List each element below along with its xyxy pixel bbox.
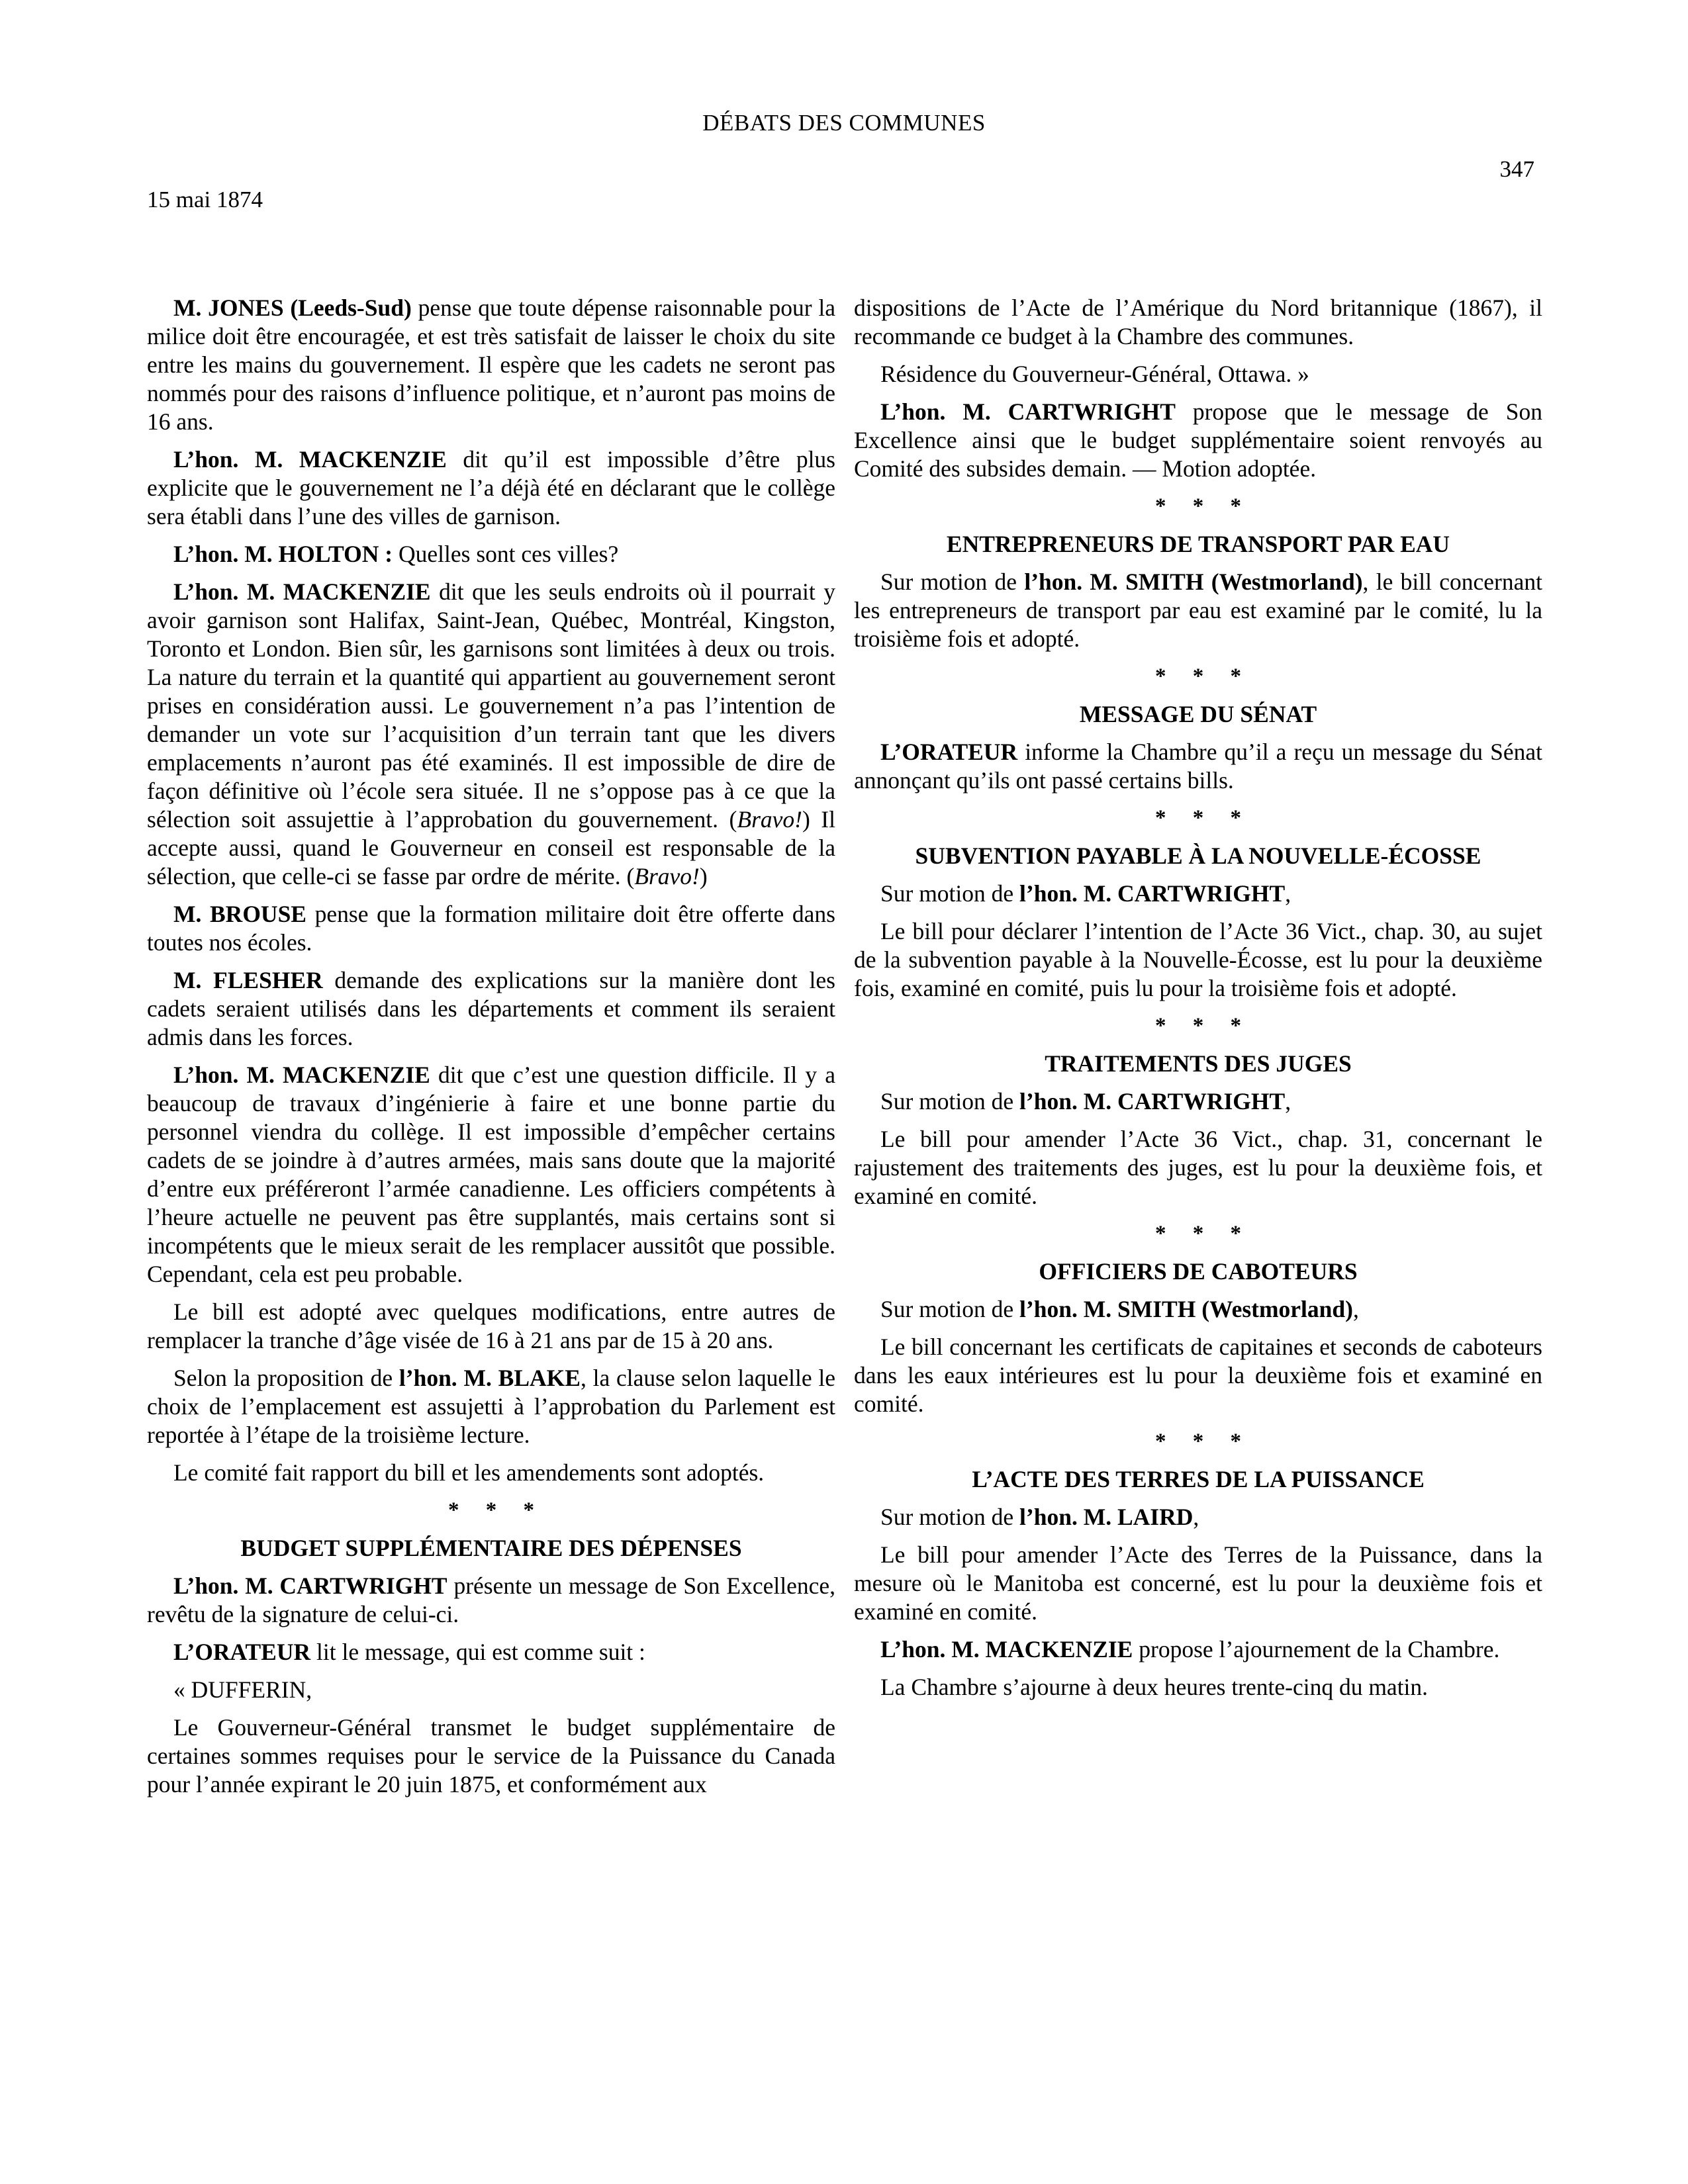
paragraph: « DUFFERIN,	[173, 1676, 312, 1703]
speaker-name: l’hon. M. CARTWRIGHT	[1019, 880, 1286, 907]
speaker-name: L’hon. M. HOLTON :	[173, 541, 393, 567]
paragraph-text: ,	[1193, 1504, 1199, 1530]
paragraph-text: Sur motion de	[880, 1088, 1020, 1115]
paragraph-text: pense que toute dépense raisonnable pour la milice doit être encouragée, et est très satisfait de laisser le choix du site entre les mains du gouvernement. Il espère que les cadets ne seront pas nommés pour des raisons d’influence politique, et n’auront pas moins de 16 ans.	[147, 295, 835, 435]
speaker-name: L’ORATEUR	[880, 739, 1018, 765]
section-heading: TRAITEMENTS DES JUGES	[1045, 1050, 1352, 1077]
speaker-name: M. BROUSE	[173, 901, 306, 927]
paragraph	[854, 1503, 1542, 1531]
section-separator: * * *	[1155, 664, 1252, 688]
speaker-name: l’hon. M. SMITH (Westmorland)	[1019, 1296, 1353, 1322]
section-heading: SUBVENTION PAYABLE À LA NOUVELLE-ÉCOSSE	[915, 842, 1481, 869]
paragraph: La Chambre s’ajourne à deux heures trente-cinq du matin.	[880, 1674, 1429, 1700]
paragraph: dispositions de l’Acte de l’Amérique du Nord britannique (1867), il recommande ce budget à la Chambre des communes.	[854, 295, 1542, 349]
paragraph	[147, 1364, 835, 1449]
speaker-name: l’hon. M. CARTWRIGHT	[1019, 1088, 1286, 1115]
paragraph-text: ,	[1352, 1296, 1359, 1322]
bravo-italic: Bravo!	[737, 806, 802, 833]
paragraph: Le bill pour amender l’Acte 36 Vict., chap. 31, concernant le rajustement des traitements des juges, est lu pour la deuxième fois, et examiné en comité.	[854, 1126, 1542, 1209]
section-heading: MESSAGE DU SÉNAT	[1079, 701, 1317, 727]
speaker-name: L’ORATEUR	[173, 1639, 311, 1665]
paragraph-text: Quelles sont ces villes?	[393, 541, 619, 567]
paragraph	[147, 294, 835, 436]
paragraph-text: ,	[1285, 880, 1291, 907]
paragraph-text: , la clause selon laquelle le choix de l’emplacement est assujetti à l’approbation du Parlement est reportée à l’étape de la troisième lecture.	[147, 1365, 835, 1448]
paragraph	[854, 1087, 1542, 1116]
paragraph-text: informe la Chambre qu’il a reçu un message du Sénat annonçant qu’ils ont passé certains bills.	[854, 739, 1542, 794]
paragraph	[147, 900, 835, 957]
right-column	[854, 294, 1542, 1711]
paragraph: Le bill pour amender l’Acte des Terres de la Puissance, dans la mesure où le Manitoba est concerné, est lu pour la deuxième fois et examiné en comité.	[854, 1541, 1542, 1625]
paragraph	[854, 398, 1542, 483]
paragraph-text: propose l’ajournement de la Chambre.	[1133, 1636, 1500, 1662]
paragraph	[147, 966, 835, 1052]
paragraph-text: propose que le message de Son Excellence ainsi que le budget supplémentaire soient renvoyés au Comité des subsides demain. — Motion adoptée.	[854, 398, 1542, 482]
paragraph-text: dit que les seuls endroits où il pourrait y avoir garnison sont Halifax, Saint-Jean, Québec, Montréal, Kingston, Toronto et London. Bien sûr, les garnisons sont limitées à deux ou trois. La nature du terrain et la quantité qui appartient au gouvernement seront prises en considération aussi. Le gouvernement n’a pas l’intention de demander un vote sur l’acquisition d’un terrain tant que les divers emplacements n’auront pas été examinés. Il est impossible de dire de façon définitive où l’école sera située. Il ne s’oppose pas à ce que la sélection soit assujettie à l’approbation du gouvernement. (	[147, 578, 836, 833]
section-heading: BUDGET SUPPLÉMENTAIRE DES DÉPENSES	[240, 1535, 742, 1561]
speaker-name: L’hon. M. CARTWRIGHT	[880, 398, 1176, 425]
paragraph	[147, 1638, 835, 1666]
speaker-name: l’hon. M. BLAKE	[399, 1365, 581, 1391]
paragraph-text: ,	[1285, 1088, 1291, 1115]
paragraph	[147, 540, 835, 569]
paragraph: Le comité fait rapport du bill et les amendements sont adoptés.	[173, 1459, 765, 1486]
paragraph	[854, 1295, 1542, 1324]
paragraph	[854, 568, 1542, 653]
paragraph-text: dit que c’est une question difficile. Il y a beaucoup de travaux d’ingénierie à faire et une bonne partie du personnel viendra du collège. Il est impossible d’empêcher certains cadets de se joindre à d’autres armées, mais sans doute que la majorité d’entre eux préféreront l’armée canadienne. Les officiers compétents à l’heure actuelle ne peuvent pas être supplantés, mais certains sont si incompétents que le mieux serait de les remplacer aussitôt que possible. Cependant, cela est peu probable.	[147, 1062, 835, 1287]
paragraph-text: lit le message, qui est comme suit :	[310, 1639, 645, 1665]
paragraph-text: Sur motion de	[880, 569, 1025, 595]
speaker-name: L’hon. M. CARTWRIGHT	[173, 1572, 447, 1599]
paragraph-text: , le bill concernant les entrepreneurs de transport par eau est examiné par le comité, lu la troisième fois et adopté.	[854, 569, 1542, 652]
paragraph-text: dit qu’il est impossible d’être plus explicite que le gouvernement ne l’a déjà été en déclarant que le collège sera établi dans l’une des villes de garnison.	[147, 446, 835, 529]
section-separator: * * *	[1155, 1430, 1252, 1453]
section-heading: ENTREPRENEURS DE TRANSPORT PAR EAU	[946, 531, 1450, 557]
paragraph	[854, 738, 1542, 795]
speaker-name: L’hon. M. MACKENZIE	[880, 1636, 1133, 1662]
paragraph-text: Sur motion de	[880, 1504, 1020, 1530]
section-heading: L’ACTE DES TERRES DE LA PUISSANCE	[972, 1466, 1425, 1492]
page-number: 347	[1499, 156, 1534, 182]
bravo-italic: Bravo!	[634, 863, 700, 889]
left-column	[147, 294, 835, 1808]
speaker-name: l’hon. M. LAIRD	[1019, 1504, 1194, 1530]
section-separator: * * *	[1155, 1014, 1252, 1038]
section-heading: OFFICIERS DE CABOTEURS	[1039, 1258, 1358, 1285]
paragraph	[147, 578, 835, 891]
paragraph-text: Sur motion de	[880, 880, 1020, 907]
paragraph-text: ) Il accepte aussi, quand le Gouverneur en conseil est responsable de la sélection, que celle-ci se fasse par ordre de mérite. (	[147, 806, 835, 889]
paragraph	[147, 1572, 835, 1629]
paragraph	[147, 1061, 835, 1289]
speaker-name: L’hon. M. MACKENZIE	[173, 578, 431, 605]
paragraph-text: )	[699, 863, 708, 889]
paragraph-text: pense que la formation militaire doit être offerte dans toutes nos écoles.	[147, 901, 835, 956]
speaker-name: L’hon. M. MACKENZIE	[173, 446, 447, 473]
paragraph: Le Gouverneur-Général transmet le budget supplémentaire de certaines sommes requises pour le service de la Puissance du Canada pour l’année expirant le 20 juin 1875, et conformément aux	[147, 1714, 835, 1797]
paragraph-text: présente un message de Son Excellence, revêtu de la signature de celui-ci.	[147, 1572, 835, 1627]
speaker-name: M. FLESHER	[173, 967, 323, 993]
paragraph-text: Sur motion de	[880, 1296, 1020, 1322]
paragraph: Le bill pour déclarer l’intention de l’Acte 36 Vict., chap. 30, au sujet de la subvention payable à la Nouvelle-Écosse, est lu pour la deuxième fois, examiné en comité, puis lu pour la troisième fois et adopté.	[854, 918, 1542, 1001]
section-separator: * * *	[1155, 494, 1252, 518]
paragraph-text: demande des explications sur la manière dont les cadets seraient utilisés dans les départements et comment ils seraient admis dans les forces.	[147, 967, 835, 1050]
section-separator: * * *	[1155, 806, 1252, 830]
paragraph	[854, 880, 1542, 908]
paragraph	[854, 1635, 1542, 1664]
section-separator: * * *	[1155, 1222, 1252, 1246]
paragraph: Le bill est adopté avec quelques modifications, entre autres de remplacer la tranche d’âge visée de 16 à 21 ans par de 15 à 20 ans.	[147, 1298, 835, 1353]
paragraph	[147, 445, 835, 531]
paragraph-text: Selon la proposition de	[173, 1365, 399, 1391]
speaker-name: l’hon. M. SMITH (Westmorland)	[1024, 569, 1363, 595]
section-separator: * * *	[448, 1498, 545, 1522]
paragraph: Le bill concernant les certificats de capitaines et seconds de caboteurs dans les eaux intérieures est lu pour la deuxième fois et examiné en comité.	[854, 1334, 1542, 1417]
speaker-name: M. JONES (Leeds-Sud)	[173, 295, 412, 321]
paragraph: Résidence du Gouverneur-Général, Ottawa. »	[880, 361, 1309, 387]
page-header-title: DÉBATS DES COMMUNES	[702, 110, 986, 136]
speaker-name: L’hon. M. MACKENZIE	[173, 1062, 430, 1088]
page-date: 15 mai 1874	[147, 187, 263, 212]
